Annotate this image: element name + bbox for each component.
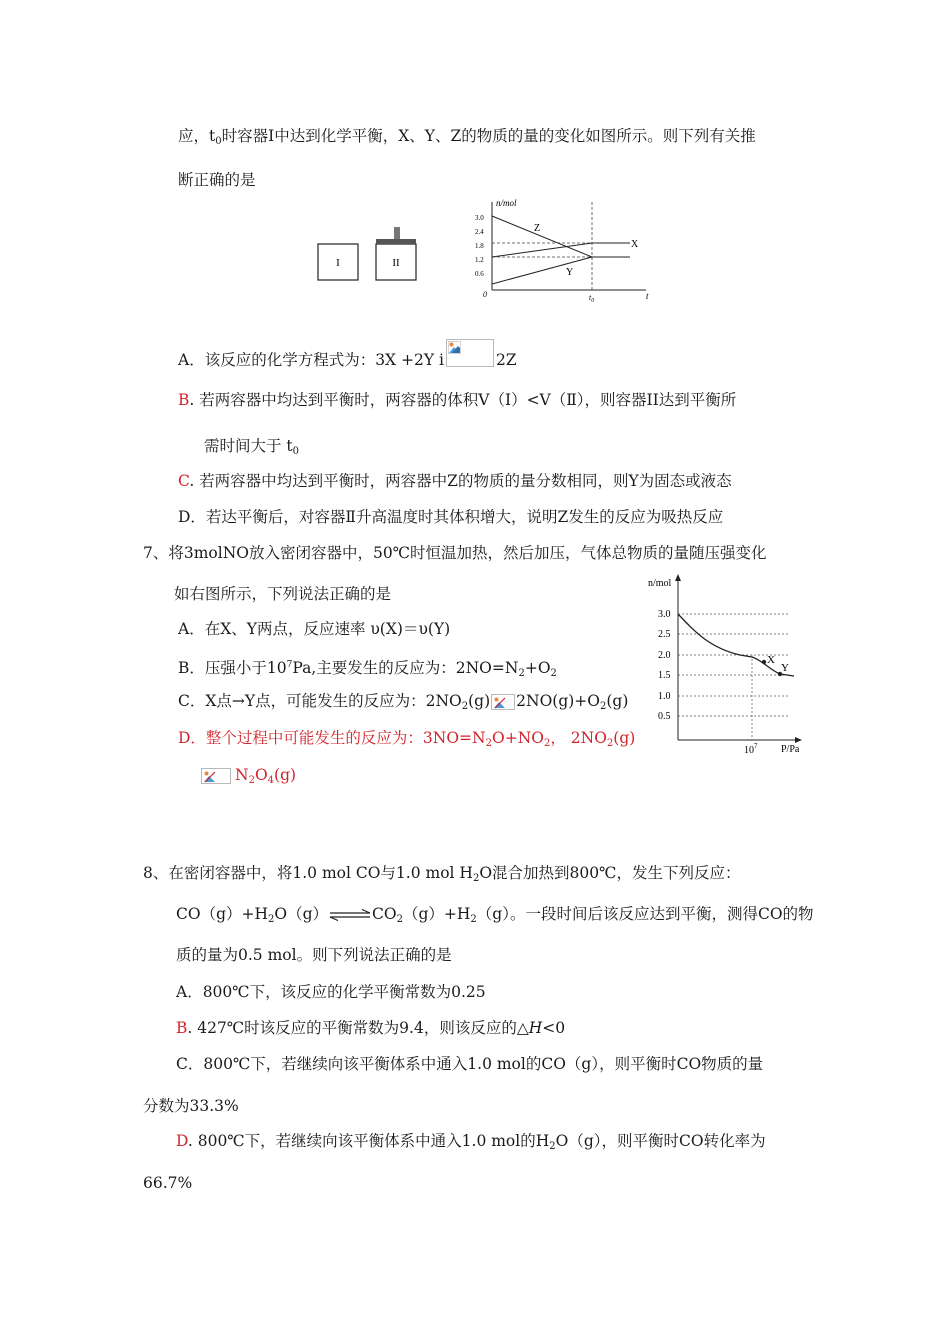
q8-equation: $CO(g)+H_2O(g)$ $CO_2(g)+H_2(g)$。一段时间后该反应达到平衡，测得CO的物 bbox=[176, 905, 814, 925]
q7-option-c: C．X点→Y点，可能发生的反应为：$2NO_2(g)$ $2NO(g)+O_2(g)$ bbox=[178, 692, 629, 712]
q8-option-d-line2: 66.7% bbox=[143, 1174, 193, 1192]
broken-image-icon bbox=[446, 339, 494, 367]
q6-option-b-line2: 需时间大于 $t_0$ bbox=[204, 437, 300, 457]
q6-origin: 0 bbox=[483, 290, 487, 299]
curve-x bbox=[492, 243, 630, 257]
broken-image-icon bbox=[491, 694, 515, 710]
q8-stem-line3: 质的量为0.5 mol。则下列说法正确的是 bbox=[176, 946, 452, 964]
q6-option-a: A．该反应的化学方程式为：3X +2Y i 2Z bbox=[178, 339, 517, 370]
container-diagram bbox=[316, 224, 426, 286]
q8-option-b: B. 427℃时该反应的平衡常数为9.4，则该反应的△H<0 bbox=[176, 1019, 566, 1037]
q8-stem-line1: 8、在密闭容器中，将1.0 mol CO与1.0 mol $H_2O$混合加热到800℃，发生下列反应： bbox=[143, 864, 741, 884]
q7-label-x: X bbox=[767, 654, 775, 666]
piston bbox=[376, 239, 416, 244]
q7-option-b: B．压强小于$10^7Pa$,主要发生的反应为：$2NO=N_2+O_2$ bbox=[178, 659, 557, 679]
q6-xlabel: t bbox=[646, 291, 649, 301]
q6-t0-label: $t_0$ bbox=[589, 293, 595, 304]
container-2-label: II bbox=[392, 257, 400, 269]
q6-ytick-12: 1.2 bbox=[475, 256, 484, 264]
q6-stem-line2: 断正确的是 bbox=[178, 171, 256, 189]
q7-ytick-25: 2.5 bbox=[658, 629, 671, 640]
q7-option-a: A．在X、Y两点，反应速率 υ(X)＝υ(Y) bbox=[178, 620, 451, 638]
q6-label-z: Z bbox=[534, 223, 541, 234]
curve-y bbox=[492, 257, 592, 284]
q7-curve bbox=[678, 614, 794, 676]
equilibrium-arrow-icon bbox=[329, 909, 371, 921]
q6-label-y: Y bbox=[566, 267, 574, 278]
piston-rod bbox=[394, 227, 400, 239]
q7-label-y: Y bbox=[781, 662, 789, 674]
q7-ytick-15: 1.5 bbox=[658, 670, 671, 681]
q6-ylabel: n/mol bbox=[496, 198, 517, 208]
q8-option-a: A．800℃下，该反应的化学平衡常数为0.25 bbox=[176, 983, 486, 1001]
q7-option-d-line2: $N_2O_4(g)$ bbox=[201, 765, 296, 791]
q6-ytick-06: 0.6 bbox=[475, 270, 484, 278]
q7-ytick-30: 3.0 bbox=[658, 609, 671, 620]
container-1-label: I bbox=[336, 257, 340, 269]
q7-stem-line1: 7、将3molNO放入密闭容器中，50℃时恒温加热，然后加压，气体总物质的量随压强变化 bbox=[143, 544, 767, 562]
q7-ytick-05: 0.5 bbox=[658, 711, 671, 722]
broken-image-icon bbox=[201, 768, 231, 784]
q6-ytick-24: 2.4 bbox=[475, 228, 484, 236]
q7-option-d: D．整个过程中可能发生的反应为：$3NO=N_2O+NO_2$， $2NO_2(g)$ bbox=[178, 729, 636, 749]
q6-stem-line1: 应，$t_0$时容器Ⅰ中达到化学平衡，X、Y、Z的物质的量的变化如图所示。则下列有关推 bbox=[178, 127, 756, 147]
q7-point-x bbox=[762, 660, 766, 664]
q7-ytick-10: 1.0 bbox=[658, 691, 671, 702]
q7-xlabel: P/Pa bbox=[781, 744, 800, 755]
q8-option-c: C．800℃下，若继续向该平衡体系中通入1.0 mol的CO（g），则平衡时CO物质的量 bbox=[176, 1055, 764, 1073]
q6-graph bbox=[470, 196, 660, 304]
q6-ytick-30: 3.0 bbox=[475, 214, 484, 222]
q6-ytick-18: 1.8 bbox=[475, 242, 484, 250]
q6-option-b: B. 若两容器中均达到平衡时，两容器的体积V（Ⅰ）<V（Ⅱ），则容器II达到平衡所 bbox=[178, 391, 737, 409]
q7-stem-line2: 如右图所示，下列说法正确的是 bbox=[174, 585, 392, 603]
q6-label-x: X bbox=[631, 239, 639, 250]
q6-option-d: D．若达平衡后，对容器Ⅱ升高温度时其体积增大，说明Z发生的反应为吸热反应 bbox=[178, 508, 724, 526]
q8-option-d: D. 800℃下，若继续向该平衡体系中通入1.0 mol的$H_2O(g)$，则平衡时CO转化率为 bbox=[176, 1132, 766, 1152]
q7-xtick: $10^7$ bbox=[744, 742, 758, 756]
q8-option-c-line2: 分数为33.3% bbox=[143, 1097, 239, 1115]
q7-graph bbox=[640, 570, 810, 760]
q6-option-c: C. 若两容器中均达到平衡时，两容器中Z的物质的量分数相同，则Y为固态或液态 bbox=[178, 472, 732, 490]
q7-ytick-20: 2.0 bbox=[658, 650, 671, 661]
curve-z bbox=[492, 216, 630, 257]
q7-ylabel: n/mol bbox=[648, 578, 672, 589]
